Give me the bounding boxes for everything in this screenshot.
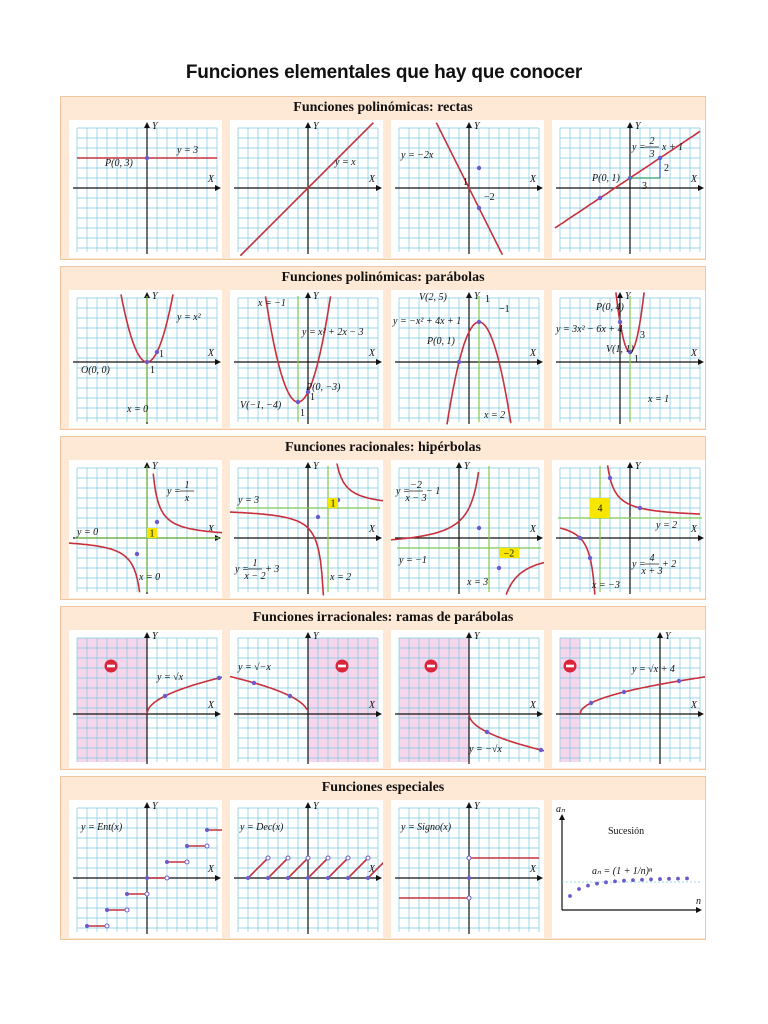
axes [395,801,543,934]
y-axis-label: Y [152,291,158,302]
open-endpoint [326,856,330,860]
fraction-numerator: 1 [184,480,190,491]
section-title: Funciones polinómicas: rectas [293,100,473,115]
graph-panel [391,800,544,938]
vertical-asymptote-label: x = 3 [467,577,489,588]
highlight-label: 1 [330,498,336,510]
graph-panel [552,800,705,938]
axis-label: x = 0 [127,404,149,415]
graph-panel [552,290,705,428]
graph-panel [391,460,544,598]
graph-panel [552,120,705,258]
equation-label [395,480,440,504]
no-entry-icon [564,660,577,673]
closed-endpoint [105,908,109,912]
vertex-label: V(2, 5) [419,292,447,303]
sequence-point [622,879,626,883]
curve-point [497,566,501,570]
vertical-asymptote-label: x = −3 [592,580,620,591]
x-axis-label: n [696,896,701,907]
step-label: 1 [463,177,468,188]
curve-point [588,556,592,560]
graph [391,630,544,768]
y-axis-label: Y [635,121,641,132]
x-axis-label: X [368,524,375,535]
axis-label: x = 2 [484,410,506,421]
forbidden-region [77,638,147,762]
graph-panel [230,120,383,258]
step-label: −2 [484,192,495,203]
y-axis-label: Y [152,121,158,132]
graph [391,290,544,428]
graph-panel [69,460,222,598]
closed-endpoint [266,876,270,880]
graph [391,800,544,938]
step-label: 1 [150,365,155,376]
equation-prefix: y = [632,559,646,570]
fraction-denominator: x − 3 [405,493,427,504]
sequence-point [577,887,581,891]
equation-suffix: + 2 [662,559,677,570]
equation-suffix: + 3 [265,564,280,575]
graph [69,120,222,258]
curve-point [539,748,543,752]
horizontal-asymptote-label: y = 0 [77,527,99,538]
section-title: Funciones polinómicas: parábolas [281,270,485,285]
graph-panel [230,630,383,768]
page-title: Funciones elementales que hay que conocer [185,62,583,83]
step-label: 1 [300,408,305,419]
forbidden-region [308,638,378,762]
y-axis-label: Y [313,461,319,472]
sequence-point [676,877,680,881]
sequence-point [667,877,671,881]
graph-panel [69,800,222,938]
closed-endpoint [306,876,310,880]
caption-label: Sucesión [608,826,645,837]
step-label: 1 [310,392,315,403]
vertical-asymptote-label: x = 2 [330,572,352,583]
fraction-numerator: 2 [649,136,655,147]
graph-panel [391,630,544,768]
vertex-label: V(−1, −4) [240,400,282,411]
grid [560,638,700,762]
x-axis-label: X [529,348,536,359]
point-label: P(0, 1) [427,336,455,347]
x-axis-label: X [529,174,536,185]
graph [552,120,705,258]
axes [73,801,221,934]
curve-point [598,196,602,200]
sequence-point [685,877,689,881]
sequence-point [658,877,662,881]
closed-endpoint [286,876,290,880]
open-endpoint [306,856,310,860]
step-label: 1 [159,349,164,360]
curve-point [477,206,481,210]
curve-point [135,552,139,556]
graph-panel [69,630,222,768]
axes [556,461,704,594]
open-endpoint [286,856,290,860]
x-axis-label: X [207,524,214,535]
open-endpoint [266,856,270,860]
curve-point [477,320,481,324]
x-axis-label: X [690,524,697,535]
function-curve [608,465,700,514]
highlight-label: −2 [503,548,515,560]
y-axis-label: Y [625,291,631,302]
curve-point [589,701,593,705]
curve-point [288,694,292,698]
graph [230,800,383,938]
open-endpoint [105,924,109,928]
open-endpoint [366,856,370,860]
curve-point [638,506,642,510]
y-axis-label: Y [152,631,158,642]
sequence-point [586,884,590,888]
point-label: P(0, 4) [596,302,624,313]
sequence-point [595,882,599,886]
curve-point [677,679,681,683]
equation-label: y = x² [177,312,201,323]
step-label: 3 [642,181,647,192]
y-axis-label: Y [635,461,641,472]
horizontal-asymptote-label: y = −1 [399,555,427,566]
equation-suffix: x + 1 [662,142,684,153]
y-axis-label: Y [474,631,480,642]
step-label: 1 [485,294,490,305]
y-axis-label: Y [464,461,470,472]
curve-point [316,515,320,519]
graph [230,630,383,768]
curve-point [578,536,582,540]
point-label: P(0, 3) [105,158,133,169]
graph [552,460,705,598]
point-label: P(0, −3) [306,382,341,393]
equation-prefix: y = [167,486,181,497]
horizontal-asymptote-label: y = 3 [238,495,260,506]
highlight-label: 4 [597,503,603,515]
graph [552,290,705,428]
curve-point [457,360,461,364]
vertex-label: V(1, 1) [606,344,634,355]
no-entry-icon [425,660,438,673]
equation-label: y = 3x² − 6x + 4 [556,324,623,335]
equation-label [631,553,676,577]
no-entry-icon [105,660,118,673]
vertex-label: O(0, 0) [81,365,110,376]
axis-label: x = 1 [648,394,670,405]
sequence-point [649,877,653,881]
graph [230,460,383,598]
x-axis-label: X [207,700,214,711]
graph [69,460,222,598]
equation-label: y = −x² + 4x + 1 [393,316,462,327]
section [60,96,706,260]
y-axis-label: Y [152,801,158,812]
graph-panel [230,460,383,598]
equation-label: y = √x + 4 [632,664,675,675]
curve-point [217,676,221,680]
graph [391,460,544,598]
section [60,436,706,600]
equation-label: y = Signo(x) [401,822,452,833]
closed-endpoint [145,876,149,880]
axes [234,801,382,934]
curve-point [477,166,481,170]
point-label: P(0, 1) [592,173,620,184]
x-axis-label: X [368,348,375,359]
no-entry-icon [336,660,349,673]
curve-point [155,520,159,524]
graph [69,800,222,938]
open-endpoint [467,856,471,860]
fraction-numerator: 1 [252,558,258,569]
fraction-denominator: x + 3 [641,566,663,577]
function-curve [230,510,323,595]
forbidden-region [399,638,469,762]
fraction-denominator: x [184,493,190,504]
closed-endpoint [85,924,89,928]
y-axis-label: Y [313,121,319,132]
closed-endpoint [366,876,370,880]
graph [230,290,383,428]
sequence-point [640,878,644,882]
equation-label: aₙ = (1 + 1/n)ⁿ [592,866,653,877]
sequence-point [568,894,572,898]
graph [69,630,222,768]
equation-label [234,558,279,582]
graph-panel [69,120,222,258]
step-label: 3 [640,330,645,341]
curve-point [622,690,626,694]
x-axis-label: X [690,700,697,711]
y-axis-label: Y [313,291,319,302]
x-axis-label: X [529,864,536,875]
open-endpoint [145,892,149,896]
fraction-denominator: x − 2 [244,571,266,582]
equation-prefix: y = [396,486,410,497]
closed-endpoint [346,876,350,880]
graph-panel [230,800,383,938]
function-curve [506,556,544,595]
open-endpoint [346,856,350,860]
graph-panel [391,120,544,258]
x-axis-label: X [690,174,697,185]
section-title: Funciones irracionales: ramas de parábolas [252,610,514,625]
sequence-point [631,878,635,882]
equation-label: y = √−x [238,662,271,673]
x-axis-label: X [368,700,375,711]
curve-point [485,730,489,734]
open-endpoint [185,860,189,864]
axes [73,121,221,254]
graph-panel [391,290,544,428]
graph-panel [230,290,383,428]
equation-suffix: − 1 [426,486,441,497]
graph-panel [552,630,705,768]
highlight-label: 1 [149,528,155,540]
curve-point [145,156,149,160]
equation-label: y = −√x [469,744,502,755]
section [60,776,706,940]
closed-endpoint [205,828,209,832]
curve-point [163,694,167,698]
y-axis-label: Y [474,121,480,132]
graph [552,800,705,938]
x-axis-label: X [207,864,214,875]
function-curve [240,123,373,256]
equation-prefix: y = [235,564,249,575]
closed-endpoint [185,844,189,848]
section [60,266,706,430]
section-title: Funciones especiales [321,780,445,795]
x-axis-label: X [529,700,536,711]
y-axis-label: aₙ [556,804,565,815]
graph [552,630,705,768]
sequence-point [604,880,608,884]
y-axis-label: Y [152,461,158,472]
curve-point [145,360,149,364]
curve-point [477,526,481,530]
axes [556,121,704,254]
horizontal-asymptote-label: y = 2 [656,520,678,531]
open-endpoint [467,896,471,900]
equation-label: y = x [335,157,356,168]
open-endpoint [165,876,169,880]
curve-point [252,681,256,685]
equation-label: y = Dec(x) [240,822,284,833]
y-axis-label: Y [313,801,319,812]
fraction-numerator: 4 [649,553,655,564]
x-axis-label: X [368,174,375,185]
x-axis-label: X [207,174,214,185]
x-axis-label: X [207,348,214,359]
origin-point [467,876,471,880]
section [60,606,706,770]
section-title: Funciones racionales: hipérbolas [284,440,481,455]
closed-endpoint [165,860,169,864]
equation-label: y = x² + 2x − 3 [302,327,364,338]
y-axis-label: Y [474,801,480,812]
open-endpoint [205,844,209,848]
graph [391,120,544,258]
graph-panel [69,290,222,428]
fraction-numerator: −2 [410,480,422,491]
open-endpoint [125,908,129,912]
x-axis-label: X [690,348,697,359]
step-label: −1 [499,304,510,315]
graph [69,290,222,428]
equation-label: y = √x [157,672,184,683]
y-axis-label: Y [665,631,671,642]
curve-point [608,476,612,480]
x-axis-label: X [529,524,536,535]
equation-label [166,480,194,504]
equation-prefix: y = [632,142,646,153]
closed-endpoint [125,892,129,896]
axis-label: x = −1 [258,298,286,309]
step-label: 2 [664,163,669,174]
equation-label: y = Ent(x) [81,822,123,833]
step-label: 1 [634,354,639,365]
equation-label: y = −2x [401,150,434,161]
graph [230,120,383,258]
vertical-asymptote-label: x = 0 [139,572,161,583]
function-curve [69,541,140,592]
axes [395,291,543,424]
closed-endpoint [326,876,330,880]
closed-endpoint [246,876,250,880]
graph-panel [552,460,705,598]
equation-label: y = 3 [177,145,199,156]
x-axis-label: X [368,864,375,875]
curve-point [296,400,300,404]
y-axis-label: Y [313,631,319,642]
sequence-point [613,879,617,883]
fraction-denominator: 3 [649,149,655,160]
y-axis-label: Y [474,291,480,302]
